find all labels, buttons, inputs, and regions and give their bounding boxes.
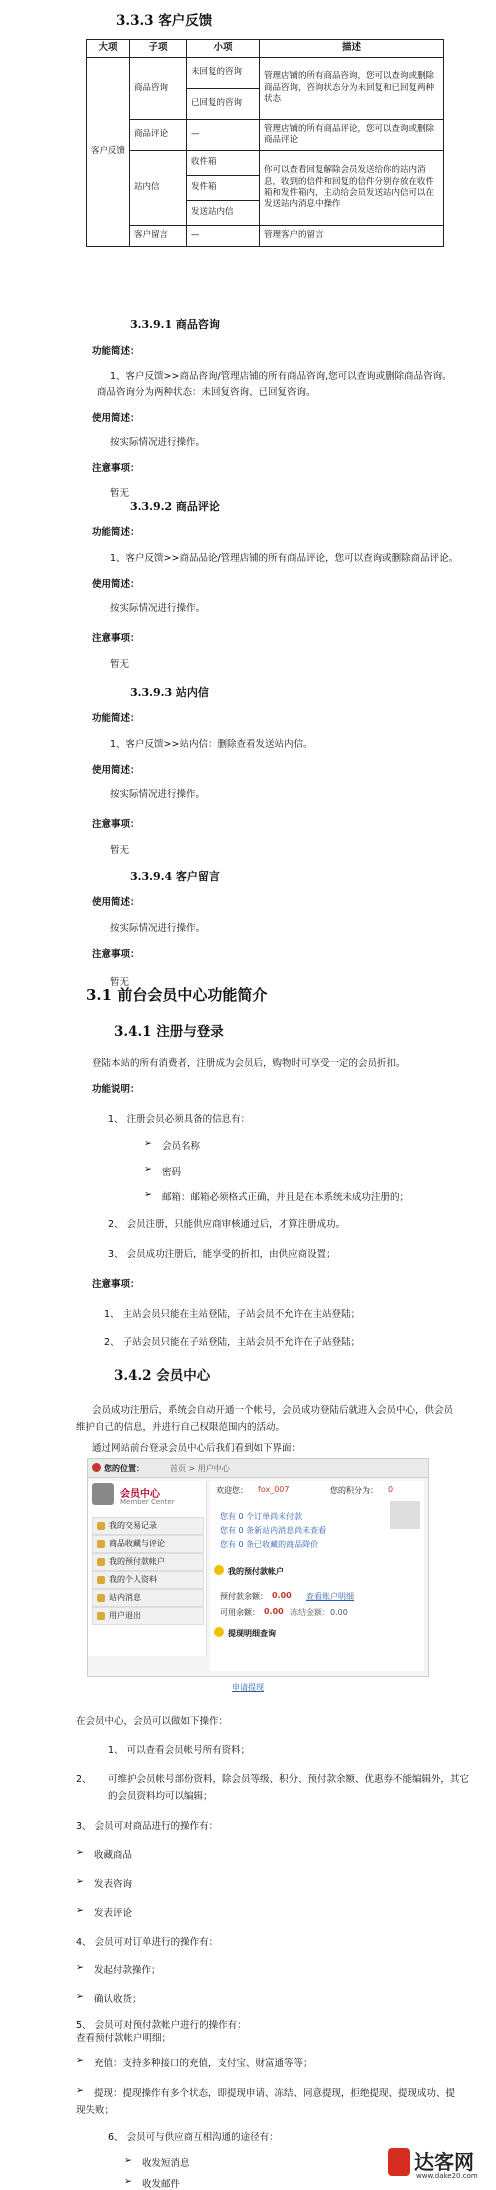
text-line: 1、客户反馈>>商品咨询/管理店铺的所有商品咨询,您可以查询或删除商品咨询。 (110, 371, 452, 382)
withdraw-query-title[interactable]: 提现明细查询 (228, 1629, 276, 1638)
bullet-icon: ➢ (76, 2085, 84, 2096)
location-icon (92, 1463, 101, 1472)
member-center-screenshot (87, 1458, 429, 1677)
menu-item-prepay[interactable] (92, 1553, 204, 1571)
text-line: 商品咨询分为两种状态：未回复咨询、已回复咨询。 (97, 387, 316, 398)
bullet-icon: ➢ (76, 1876, 84, 1887)
text-line: 暂无 (110, 845, 130, 856)
feedback-table (86, 39, 444, 247)
table-cell: 商品咨询 (130, 58, 187, 120)
text-line: 按实际情况进行操作。 (110, 923, 206, 934)
label-notes: 注意事项： (92, 819, 140, 830)
section-heading-register: 3.4.1 注册与登录 (114, 1024, 224, 1040)
text-line: 会员成功注册后，系统会自动开通一个帐号，会员成功登陆后就进入会员中心，供会员 (92, 1405, 454, 1416)
menu-item-messages[interactable] (92, 1589, 204, 1607)
text-line: 按实际情况进行操作。 (110, 437, 206, 448)
text-line: 暂无 (110, 488, 130, 499)
bullet-icon: ➢ (76, 1905, 84, 1916)
notice-link[interactable]: 您有 0 个订单尚未付款 (220, 1512, 303, 1521)
text-line: 6、 会员可与供应商互相沟通的途径有： (108, 2132, 279, 2143)
text-line: 会员名称 (162, 1141, 201, 1152)
text-line: 4、 会员可对订单进行的操作有： (76, 1937, 219, 1948)
balance-label: 预付款余额： (220, 1592, 268, 1601)
text-line: 2、 会员注册，只能供应商审核通过后，才算注册成功。 (108, 1219, 346, 1230)
text-line: 收藏商品 (94, 1850, 133, 1861)
breadcrumb: 首页 > 用户中心 (170, 1464, 230, 1473)
text-line: 可维护会员帐号部份资料，除会员等级、积分、预付款余额、优惠券不能编辑外，其它 (108, 1774, 470, 1785)
label-notes: 注意事项： (92, 633, 140, 644)
subsection-title: 3.3.9.3 站内信 (130, 686, 209, 699)
table-cell: — (187, 120, 260, 151)
location-bar (88, 1459, 428, 1478)
text-line: 发表咨询 (94, 1879, 133, 1890)
text-line: 现失败； (76, 2105, 115, 2116)
text-line: 按实际情况进行操作。 (110, 789, 206, 800)
bullet-icon: ➢ (76, 1991, 84, 2002)
bullet-icon: ➢ (144, 1189, 152, 1200)
avatar (390, 1501, 420, 1529)
menu-label: 站内消息 (109, 1593, 141, 1602)
folder-icon (97, 1540, 105, 1548)
subsection-title: 3.3.9.2 商品评论 (130, 500, 220, 513)
text-line: 1、 可以查看会员帐号所有资料； (108, 1745, 251, 1756)
account-detail-link[interactable]: 查看账户明细 (306, 1592, 354, 1601)
site-logo (386, 2144, 496, 2184)
table-cell: 发送站内信 (187, 201, 260, 226)
label-function: 功能简述： (92, 713, 140, 724)
text-line: 3、 会员可对商品进行的操作有： (76, 1821, 219, 1832)
prepay-title: 我的预付款帐户 (228, 1567, 284, 1576)
bullet-icon: ➢ (76, 1847, 84, 1858)
label-usage: 使用简述： (92, 765, 140, 776)
text-line: 充值：支持多种接口的充值，支付宝、财富通等等； (94, 2058, 313, 2069)
bullet-icon: ➢ (124, 2176, 132, 2187)
menu-label: 我的交易记录 (109, 1521, 157, 1530)
member-subtitle: Member Center (120, 1498, 175, 1506)
folder-icon (97, 1612, 105, 1620)
text-line: 2、 子站会员只能在子站登陆，主站会员不允许在子站登陆； (104, 1337, 361, 1348)
text-line: 密码 (162, 1167, 182, 1178)
text-line: 维护自己的信息，并进行自己权限范围内的活动。 (76, 1422, 286, 1433)
menu-label: 用户退出 (109, 1611, 141, 1620)
label-notes: 注意事项： (92, 949, 140, 960)
notice-link[interactable]: 您有 0 条已收藏的商品降价 (220, 1540, 319, 1549)
text-line: 1、 主站会员只能在主站登陆，子站会员不允许在主站登陆； (104, 1309, 361, 1320)
available-label: 可用余额： (220, 1608, 260, 1617)
menu-item-favorites[interactable] (92, 1535, 204, 1553)
text-line: 发表评论 (94, 1908, 133, 1919)
table-header: 大项 (87, 40, 130, 58)
subsection-title: 3.3.9.1 商品咨询 (130, 318, 220, 331)
text-line: 收发邮件 (142, 2179, 181, 2190)
table-cell: 商品评论 (130, 120, 187, 151)
table-header: 小项 (187, 40, 260, 58)
label-notes: 注意事项： (92, 463, 140, 474)
folder-icon (97, 1594, 105, 1602)
table-cell: 发件箱 (187, 176, 260, 201)
section-heading-feedback: 3.3.3 客户反馈 (116, 13, 213, 29)
text-line: 1、客户反馈>>商品品论/管理店铺的所有商品评论，您可以查询或删除商品评论。 (110, 553, 459, 564)
label-notes: 注意事项： (92, 1279, 140, 1290)
bullet-icon: ➢ (144, 1164, 152, 1175)
points-value: 0 (388, 1485, 394, 1494)
label-usage: 使用简述： (92, 897, 140, 908)
table-header: 子项 (130, 40, 187, 58)
text-line: 在会员中心，会员可以做如下操作： (76, 1716, 229, 1727)
folder-icon (97, 1576, 105, 1584)
member-title: 会员中心 (120, 1489, 160, 1500)
table-header: 描述 (260, 40, 444, 58)
menu-item-trades[interactable] (92, 1517, 204, 1535)
bullet-icon: ➢ (124, 2155, 132, 2166)
text-line: 暂无 (110, 659, 130, 670)
folder-icon (97, 1522, 105, 1530)
text-line: 按实际情况进行操作。 (110, 603, 206, 614)
avatar-icon (92, 1483, 114, 1505)
table-cell: 已回复的咨询 (187, 89, 260, 120)
table-cell: 管理客户的留言 (260, 226, 444, 247)
member-main (210, 1481, 424, 1671)
chapter-heading: 3.1 前台会员中心功能简介 (86, 986, 268, 1004)
apply-withdraw-link[interactable]: 申请提现 (232, 1683, 264, 1692)
member-sidebar (88, 1481, 207, 1656)
text-line: 1、客户反馈>>站内信：删除查看发送站内信。 (110, 739, 313, 750)
username: fox_007 (258, 1485, 290, 1494)
text-line: 3、 会员成功注册后，能享受的折扣，由供应商设置； (108, 1249, 336, 1260)
available-value: 0.00 (264, 1607, 284, 1616)
table-cell: 未回复的咨询 (187, 58, 260, 89)
balance-value: 0.00 (272, 1591, 292, 1600)
bullet-icon: ➢ (144, 1138, 152, 1149)
menu-item-logout[interactable] (92, 1607, 204, 1625)
folder-icon (97, 1558, 105, 1566)
text-line: 收发短消息 (142, 2158, 190, 2169)
welcome-label: 欢迎您： (216, 1486, 248, 1495)
label-usage: 使用简述： (92, 413, 140, 424)
text-line: 查看预付款帐户明细； (76, 2033, 172, 2044)
text-line: 确认收货； (94, 1994, 142, 2005)
notice-link[interactable]: 您有 0 条新站内消息尚未查看 (220, 1526, 327, 1535)
coin-icon (214, 1565, 224, 1575)
table-cell: 收件箱 (187, 151, 260, 176)
label-function: 功能简述： (92, 527, 140, 538)
table-cell: 客户反馈 (87, 58, 130, 247)
text-line: 提现：提现操作有多个状态，即提现申请、冻结、同意提现，拒绝提现、提现成功、提 (94, 2088, 456, 2099)
menu-label: 我的个人资料 (109, 1575, 157, 1584)
logo-url: www.dake20.com (416, 2172, 478, 2180)
text-line: 邮箱：邮箱必须格式正确，并且是在本系统未成功注册的； (162, 1192, 410, 1203)
logo-text: 达客网 (414, 2150, 474, 2174)
table-cell: 管理店铺的所有商品评论，您可以查询或删除商品评论 (260, 120, 444, 151)
list-number: 2、 (76, 1774, 92, 1785)
coin-icon (214, 1627, 224, 1637)
subsection-title: 3.3.9.4 客户留言 (130, 870, 220, 883)
points-label: 您的积分为： (330, 1486, 378, 1495)
menu-item-profile[interactable] (92, 1571, 204, 1589)
table-cell: — (187, 226, 260, 247)
text-line: 的会员资料均可以编辑； (108, 1791, 213, 1802)
location-label: 您的位置： (104, 1464, 144, 1473)
text-line: 登陆本站的所有消费者，注册成为会员后，购物时可享受一定的会员折扣。 (92, 1058, 406, 1069)
table-cell: 站内信 (130, 151, 187, 226)
text-line: 通过网站前台登录会员中心后我们看到如下界面： (92, 1443, 302, 1454)
label-function: 功能说明： (92, 1084, 140, 1095)
text-line: 发起付款操作； (94, 1965, 161, 1976)
table-cell: 客户留言 (130, 226, 187, 247)
table-cell: 你可以查看回复解除会员发送给你的站内消息，收到的信件和回复的信件分别存放在收件箱和发件箱内，主动给会员发送站内信可以在发送站内消息中操作 (260, 151, 444, 226)
label-function: 功能简述： (92, 346, 140, 357)
label-usage: 使用简述： (92, 579, 140, 590)
bullet-icon: ➢ (76, 2055, 84, 2066)
table-cell: 管理店铺的所有商品咨询，您可以查询或删除商品咨询，咨询状态分为未回复和已回复两种状态 (260, 58, 444, 120)
menu-label: 我的预付款帐户 (109, 1557, 165, 1566)
menu-label: 商品收藏与评论 (109, 1539, 165, 1548)
frozen-amount: 冻结金额：0.00 (290, 1608, 348, 1617)
text-line: 暂无 (110, 977, 130, 988)
text-line: 1、 注册会员必须具备的信息有： (108, 1114, 251, 1125)
bullet-icon: ➢ (76, 1962, 84, 1973)
section-heading-member-center: 3.4.2 会员中心 (114, 1368, 211, 1384)
text-line: 5、 会员可对预付款帐户进行的操作有： (76, 2020, 247, 2031)
logo-icon (388, 2148, 410, 2176)
